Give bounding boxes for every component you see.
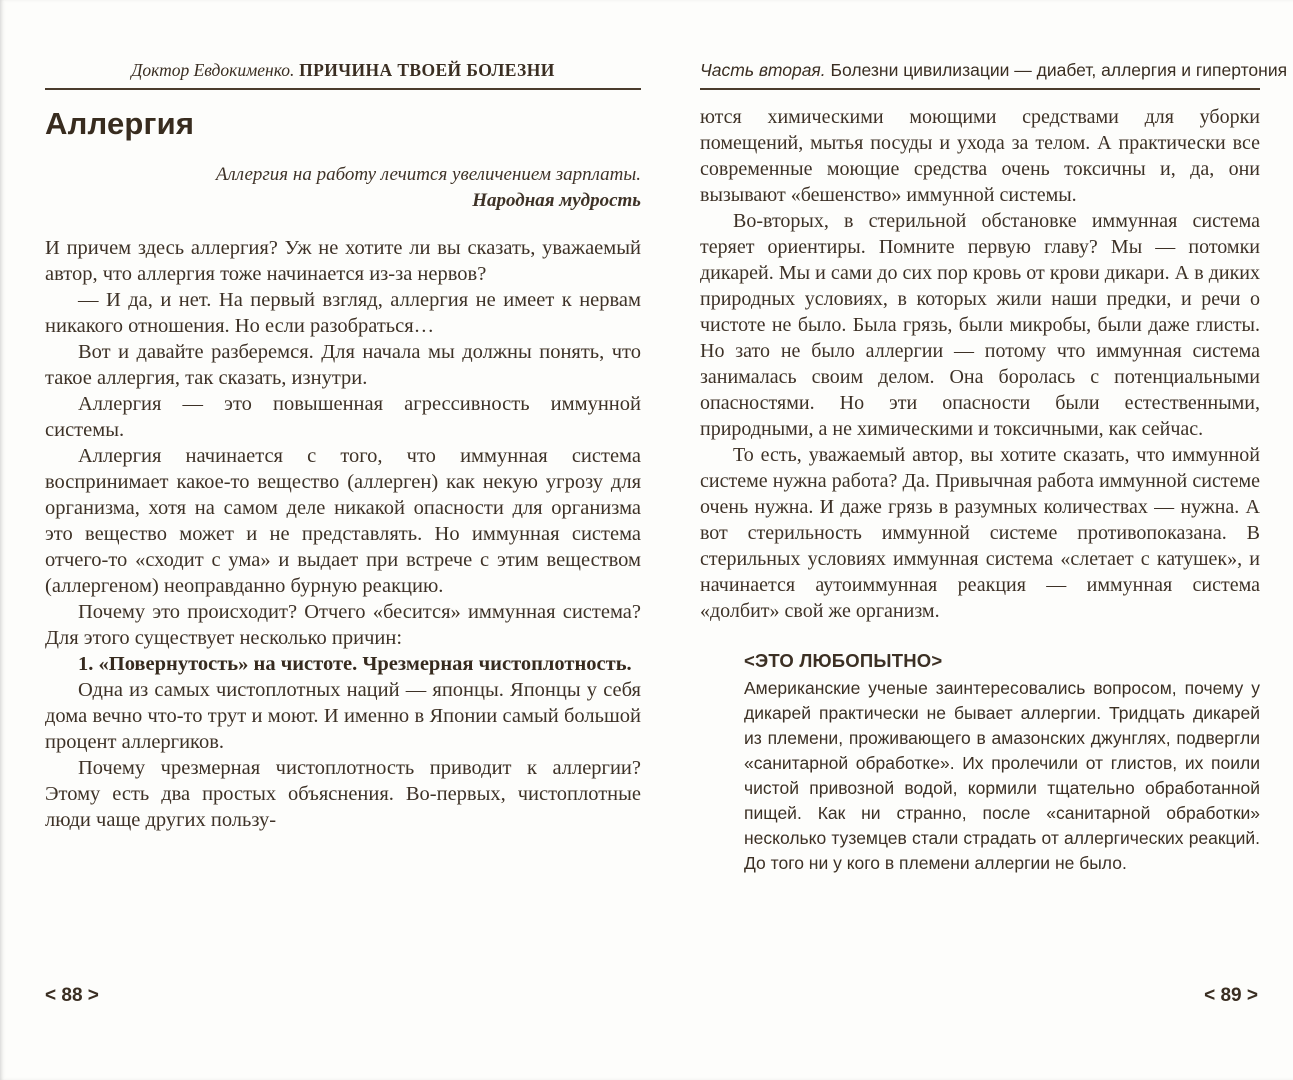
running-head-left-author: Доктор Евдокименко. (131, 60, 295, 80)
body-text-right (700, 104, 1260, 624)
page-right (700, 60, 1288, 876)
curious-fact-note (700, 650, 1260, 876)
note-title: <ЭТО ЛЮБОПЫТНО> (744, 650, 943, 671)
paragraph: Во-вторых, в стерильной обстановке иммунная система теряет ориентиры. Помните первую главу? Мы — потомки дикарей. Мы и сами до сих пор кровь от крови дикари. А в диких природных условиях, в которых жили наши предки, и речи о чистоте не было. Была грязь, были микробы, были даже глисты. Но зато не было аллергии — потому что иммунная система занималась своим делом. Она боролась с потенциальными опасностями. Но эти опасности были естественными, природными, а не химическими и токсичными, как сейчас. (700, 210, 1260, 440)
paragraph: То есть, уважаемый автор, вы хотите сказать, что иммунной системе нужна работа? Да. Привычная работа иммунной системе очень нужна. И даже грязь в разумных количествах — нужна. А вот стерильность иммунной системе противопоказана. В стерильных условиях иммунная система «слетает с катушек», и начинается аутоиммунная реакция — иммунная система «долбит» свой же организм. (700, 444, 1260, 622)
paragraph: Почему чрезмерная чистоплотность приводит к аллергии? Этому есть два простых объяснения. Во-первых, чистоплотные люди чаще других пользу- (45, 757, 641, 831)
paragraph: Вот и давайте разберемся. Для начала мы должны понять, что такое аллергия, так сказать, изнутри. (45, 341, 641, 389)
paragraph: ются химическими моющими средствами для уборки помещений, мытья посуды и ухода за телом. А практически все современные моющие средства очень токсичны и, да, они вызывают «бешенство» иммунной системы. (700, 106, 1260, 206)
paragraph: 1. «Повернутость» на чистоте. Чрезмерная чистоплотность. (78, 653, 632, 675)
paragraph: Аллергия — это повышенная агрессивность иммунной системы. (45, 393, 641, 441)
page-number-right: < 89 > (1204, 985, 1258, 1006)
paragraph: И причем здесь аллергия? Уж не хотите ли вы сказать, уважаемый автор, что аллергия тоже начинается из-за нервов? (45, 237, 641, 285)
paragraph: Аллергия начинается с того, что иммунная система воспринимает какое-то вещество (аллерген) как некую угрозу для организма, хотя на самом деле никакой опасности для организма это вещество может и не представлять. Но иммунная система отчего-то «сходит с ума» и выдает при встрече с этим веществом (аллергеном) неоправданно бурную реакцию. (45, 445, 641, 597)
paragraph: Одна из самых чистоплотных наций — японцы. Японцы у себя дома вечно что-то трут и моют. И именно в Японии самый большой процент аллергиков. (45, 679, 641, 753)
body-text-left (45, 235, 641, 833)
running-head-left (45, 60, 641, 90)
chapter-title: Аллергия (45, 106, 195, 141)
note-text: Американские ученые заинтересовались вопросом, почему у дикарей практически не бывает аллергии. Тридцать дикарей из племени, проживающего в амазонских джунглях, подвергли «санитарной обработке». Их пролечили от глистов, их поили чистой привозной водой, кормили тщательно обработанной пищей. Как ни странно, после «санитарной обработки» несколько туземцев стали страдать от аллергических реакций. До того ни у кого в племени аллергии не было. (744, 678, 1260, 873)
running-head-right-part: Часть вторая. (700, 60, 826, 80)
page-left (45, 60, 641, 833)
epigraph-author: Народная мудрость (472, 190, 641, 211)
page-number-left: < 88 > (45, 985, 99, 1006)
paragraph: — И да, и нет. На первый взгляд, аллергия не имеет к нервам никакого отношения. Но если разобраться… (45, 289, 641, 337)
running-head-right-parttitle: Болезни цивилизации — диабет, аллергия и гипертония (825, 60, 1288, 80)
running-head-right (700, 60, 1288, 90)
running-head-left-booktitle: ПРИЧИНА ТВОЕЙ БОЛЕЗНИ (294, 60, 555, 80)
paragraph: Почему это происходит? Отчего «бесится» иммунная система? Для этого существует несколько причин: (45, 601, 641, 649)
epigraph (45, 162, 641, 214)
epigraph-text: Аллергия на работу лечится увеличением зарплаты. (215, 164, 641, 185)
